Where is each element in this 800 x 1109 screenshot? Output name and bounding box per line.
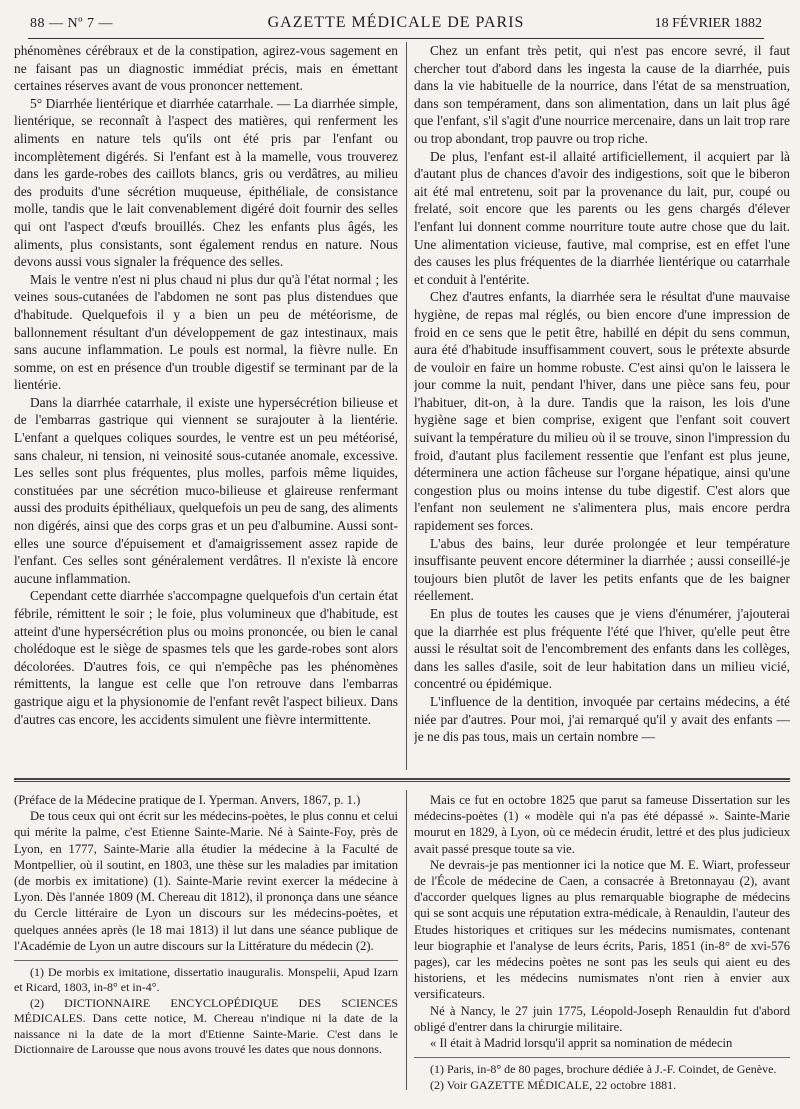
journal-title: GAZETTE MÉDICALE DE PARIS bbox=[267, 14, 525, 31]
page-number: 88 — Nº 7 — bbox=[30, 16, 113, 31]
paragraph: En plus de toutes les causes que je viens d'énumérer, j'ajouterai que la diarrhée est plus fréquente l'été que l'hiver, qu'elle peut être aussi le résultat soit de l'encombrement des enfants dans les collèges, dans les salles d'asile, soit de leur habitation dans un milieu vicié, concentré ou épidémique. bbox=[414, 606, 790, 692]
footnote: (1) Paris, in-8° de 80 pages, brochure dédiée à J.-F. Coindet, de Genève. bbox=[430, 1062, 777, 1077]
paragraph: Mais le ventre n'est ni plus chaud ni plus dur qu'à l'état normal ; les veines sous-cutanées de l'abdomen ne sont pas plus distendues que d'habitude. Quelquefois il y a bien un peu de météorisme, de ballonnement résultant d'un développement de gaz intestinaux, mais sans aucune inflammation. Le pouls est normal, la fièvre nulle. En somme, on est en présence d'un trouble digestif se terminant par de la lientérie. bbox=[14, 271, 398, 393]
column-divider bbox=[406, 42, 407, 770]
feuilleton-column-right bbox=[414, 792, 790, 1092]
footnote-divider bbox=[14, 960, 398, 961]
footnote: (2) Voir GAZETTE MÉDICALE, 22 octobre 1881. bbox=[430, 1077, 677, 1092]
paragraph: Dans la diarrhée catarrhale, il existe une hypersécrétion bilieuse et de l'embarras gastrique qui viennent se surajouter à la lientérie. L'enfant a quelques coliques sourdes, le ventre est un peu météorisé, sans chaleur, ni tension, ni veinosité sous-cutanée anomale, excessive. Les selles sont plus fréquentes, plus molles, parfois même liquides, constituées par une sécrétion muco-bilieuse et glaireuse renfermant aussi des produits épithéliaux, quelquefois un peu de sang, des aliments non digérés, ainsi que des corps gras et un peu d'albumine. Aussi sont-elles une source d'épuisement et d'amaigrissement assez rapide de l'enfant. Ces selles sont généralement verdâtres. Il n'existe là encore aucune inflammation. bbox=[14, 394, 398, 586]
section-divider bbox=[14, 778, 790, 780]
paragraph: De plus, l'enfant est-il allaité artificiellement, il acquiert par là d'autant plus de chances d'avoir des indigestions, soit que le biberon ait été mal entretenu, soit par la provenance du lait, pur, coupé ou frelaté, soit encore que les parents ou les gens chargés d'élever l'enfant lui donnent comme nourriture toute autre chose que du lait. Une alimentation vicieuse, fautive, mal comprise, est en effet l'une des causes les plus fréquentes de la diarrhée lientérique ou catarrhale et conduit à l'entérite. bbox=[414, 148, 790, 287]
paragraph: phénomènes cérébraux et de la constipation, agirez-vous sagement en ne faisant pas un diagnostic immédiat précis, mais en émettant certaines réserves avant de vous prononcer nettement. bbox=[14, 43, 398, 94]
paragraph: « Il était à Madrid lorsqu'il apprit sa nomination de médecin bbox=[430, 1036, 733, 1051]
paragraph: Mais ce fut en octobre 1825 que parut sa fameuse Dissertation sur les médecins-poètes (1) « modèle qui n'a pas été dépassé ». Sainte-Marie mourut en 1829, à Lyon, où ce médecin érudit, lettré et des plus judicieux avait passé presque toute sa vie. bbox=[414, 793, 790, 856]
paragraph: L'abus des bains, leur durée prolongée et leur température insuffisante peuvent encore déterminer la diarrhée ; aussi conseillé-je toujours bien plutôt de laver les petits enfants que de les baigner réellement. bbox=[414, 535, 790, 604]
footnote: (1) De morbis ex imitatione, dissertatio inauguralis. Monspelii, Apud Izarn et Ricard, 1803, in-8° et in-4°. bbox=[14, 965, 398, 995]
issue-date: 18 FÉVRIER 1882 bbox=[654, 16, 762, 31]
footnote-divider bbox=[414, 1057, 790, 1058]
article-column-right bbox=[414, 42, 790, 770]
paragraph: (Préface de la Médecine pratique de I. Yperman. Anvers, 1867, p. 1.) bbox=[14, 793, 361, 807]
paragraph: 5° Diarrhée lientérique et diarrhée catarrhale. — La diarrhée simple, lientérique, se reconnaît à l'aspect des matières, qui renferment les aliments en nature tels qu'ils ont été pris par l'enfant ou incomplètement digérés. Si l'enfant est à la mamelle, vous trouverez dans les garde-robes des caillots blancs, gris ou verdâtres, au milieu des produits d'une sécrétion muqueuse, épithéliale, de consistance molle, tandis que le lait convenablement digéré doit fournir des selles qui ont l'aspect d'œufs brouillés. Chez les enfants plus âgés, les aliments, plus consistants, sont également rendus en nature. Nous devons aussi vous signaler la fréquence des selles. bbox=[14, 95, 398, 270]
footnote: (2) DICTIONNAIRE ENCYCLOPÉDIQUE DES SCIENCES MÉDICALES. Dans cette notice, M. Chereau n'indique ni la date de la naissance ni la date de la mort d'Etienne Sainte-Marie. C'est dans le Dictionnaire de Larousse que nous avons trouvé les dates que nous donnons. bbox=[14, 995, 398, 1057]
column-divider bbox=[406, 790, 407, 1090]
paragraph: Chez un enfant très petit, qui n'est pas encore sevré, il faut chercher tout d'abord dans les ingesta la cause de la diarrhée, puis dans la vie habituelle de la nourrice, dans l'état de sa menstruation, dans son tempérament, dans son alimentation, dans un lait plus âgé que l'enfant, s'il s'agit d'une nourrice mercenaire, dans un lait trop rare ou trop abondant, trop pauvre ou trop riche. bbox=[414, 43, 790, 146]
paragraph: Cependant cette diarrhée s'accompagne quelquefois d'un certain état fébrile, rémittent le soir ; le foie, plus volumineux que d'habitude, est atteint d'une hypersécrétion plus ou moins prononcée, ou bien le canal cholédoque est le siège de spasmes tels que les garde-robes sont alors décolorées. D'autres fois, ce qui n'empêche pas les phénomènes rémittents, la langue est celle que l'on retrouve dans l'embarras gastrique aigu et la physionomie de l'enfant revêt l'aspect bilieux. Dans d'autres cas encore, les accidents simulent une fièvre intermittente. bbox=[14, 588, 398, 727]
article-column-left bbox=[14, 42, 398, 770]
feuilleton-column-left bbox=[14, 792, 398, 1092]
page-header bbox=[28, 10, 764, 39]
paragraph: Chez d'autres enfants, la diarrhée sera le résultat d'une mauvaise hygiène, de repas mal réglés, ou bien encore d'une impression de froid en ce sens que le petit être, habillé en dépit du sens commun, aura été d'habitude insuffisamment couvert, sous le prétexte absurde de vouloir en faire un homme robuste. C'est ainsi qu'on le laissera le jour comme la nuit, pendant l'hiver, dans une pièce sans feu, pour l'habituer, dit-on, à la dure. Tandis que la raison, les lois d'une hygiène sage et bien comprise, exigent que l'enfant soit couvert suivant la température du milieu où il se trouve, sinon l'impression du froid, d'autant plus facilement ressentie que l'enfant est plus jeune, déterminera une action fâcheuse sur l'organe hépatique, ainsi qu'une congestion plus ou moins intense du tube digestif. C'est alors que l'enfant non seulement ne s'alimentera plus, mais encore perdra rapidement ses forces. bbox=[414, 289, 790, 534]
paragraph: De tous ceux qui ont écrit sur les médecins-poètes, le plus connu et celui qui mérite la palme, c'est Etienne Sainte-Marie. Né à Sainte-Foy, près de Lyon, en 1777, Sainte-Marie alla étudier la médecine à la Faculté de Montpellier, où il soutint, en 1803, une thèse sur les maladies par imitation (de morbis ex imitatione) (1). Sainte-Marie revint exercer la médecine à Lyon. Dès l'année 1809 (M. Chereau dit 1812), il prononça dans une séance du Cercle littéraire de Lyon un discours sur les médecins-poètes, et quelques années après (le 18 mai 1813) il lut dans une séance publique de l'Académie de Lyon un autre discours sur la Littérature du médecin (2). bbox=[14, 809, 398, 953]
paragraph: L'influence de la dentition, invoquée par certains médecins, a été niée par d'autres. Pour moi, j'ai remarqué qu'il y avait des enfants — je ne dis pas tous, mais un certain nombre — bbox=[414, 693, 790, 745]
paragraph: Né à Nancy, le 27 juin 1775, Léopold-Joseph Renauldin fut d'abord obligé d'entrer dans la chirurgie militaire. bbox=[414, 1003, 790, 1034]
paragraph: Ne devrais-je pas mentionner ici la notice que M. E. Wiart, professeur de l'École de médecine de Caen, a consacrée à Bretonnayau (2), avant d'accorder quelques lignes au plus remarquable biographe de médecins qui se sont acquis une réputation extra-médicale, à Renauldin, l'auteur des Etudes historiques et critiques sur les médecins numismates, contenant leur biographie et l'analyse de leurs écrits, Paris, 1851 (in-8° de xvi-576 pages), car les médecins poètes ne sont pas les seuls qui aient eu des historiens, et les médecins numismates n'ont rien à envier aux versificateurs. bbox=[414, 857, 790, 1002]
section-divider-thin bbox=[14, 781, 790, 782]
